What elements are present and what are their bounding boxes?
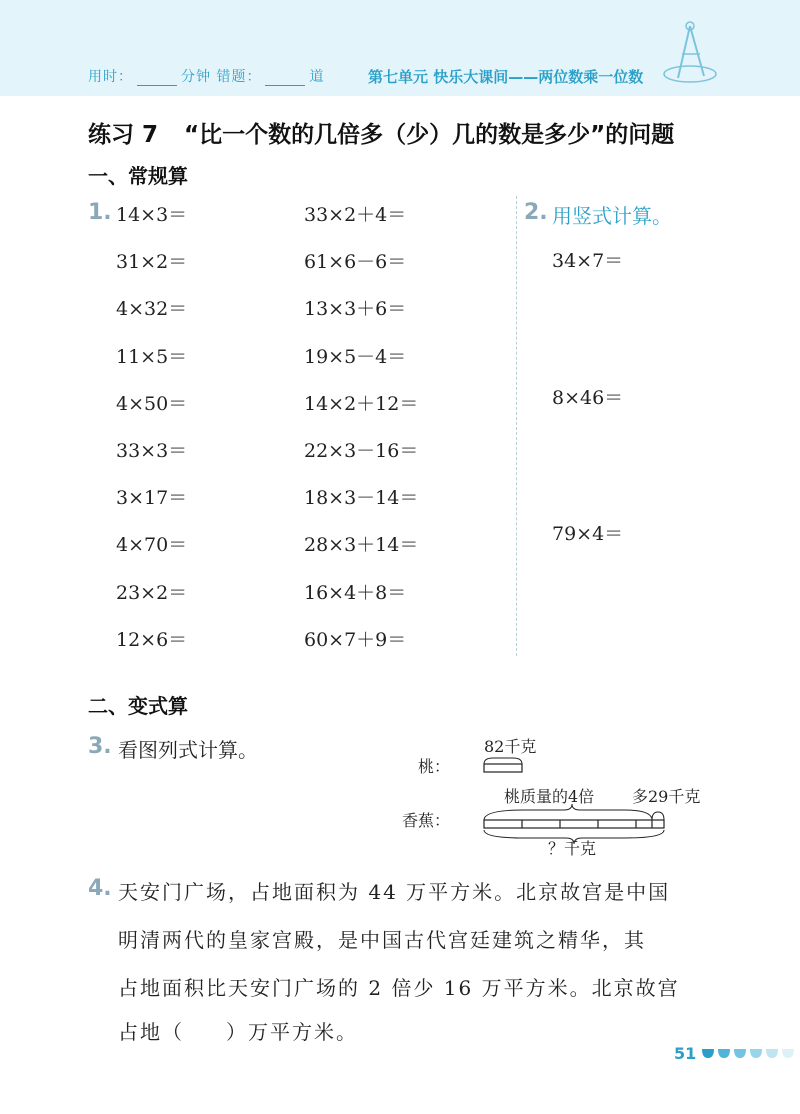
q1-expression: 14×3＝ — [116, 204, 188, 226]
q1-expression: 3×17＝ — [116, 487, 188, 510]
section-heading-1: 一、常规算 — [88, 164, 188, 188]
question-3-number: 3. — [88, 734, 112, 759]
question-value: ？千克 — [548, 839, 597, 858]
q1-expression: 4×32＝ — [116, 298, 188, 321]
question-2-label: 用竖式计算。 — [552, 204, 672, 228]
extra-brace — [652, 812, 664, 820]
vertical-calc-item: 8×46＝ — [552, 387, 624, 409]
section-heading-2: 二、变式算 — [88, 694, 188, 718]
answer-suffix: ）万平方米。 — [226, 1020, 358, 1044]
peach-label: 桃： — [418, 757, 451, 776]
q1-expression: 61×6－6＝ — [304, 251, 407, 274]
question-4-number: 4. — [88, 876, 112, 901]
question-unit: 道 — [309, 69, 325, 85]
vertical-calc-item: 79×4＝ — [552, 523, 624, 545]
time-error-record — [88, 66, 324, 86]
q1-expression: 4×50＝ — [116, 392, 188, 415]
page-title — [88, 116, 674, 149]
unit-title: 第七单元 快乐大课间——两位数乘一位数 — [368, 68, 644, 86]
q1-expression: 16×4＋8＝ — [304, 581, 407, 604]
q1-expression: 14×2＋12＝ — [304, 392, 419, 415]
q1-expression: 33×2＋4＝ — [304, 204, 407, 226]
question-4-last-line — [118, 1016, 358, 1045]
question-2-number: 2. — [524, 200, 548, 225]
page-number: 51 — [674, 1044, 697, 1063]
question-4-line: 占地面积比天安门广场的 2 倍少 16 万平方米。北京故宫 — [118, 976, 680, 1000]
q1-expression: 31×2＝ — [116, 251, 188, 274]
time-blank[interactable] — [137, 71, 177, 86]
q1-expression: 22×3－16＝ — [304, 440, 419, 462]
multiple-text: 桃质量的4倍 — [504, 787, 595, 806]
question-3-label: 看图列式计算。 — [118, 738, 258, 762]
multiple-brace — [484, 804, 652, 820]
q1-expression: 60×7＋9＝ — [304, 628, 407, 651]
q1-expression: 13×3＋6＝ — [304, 298, 407, 321]
answer-prefix: 占地（ — [118, 1020, 184, 1044]
q1-expression: 23×2＝ — [116, 581, 188, 604]
compass-icon — [660, 20, 720, 90]
q1-expression: 11×5＝ — [116, 345, 188, 368]
exercise-number: 练习 7 — [88, 122, 159, 148]
banana-segment — [484, 820, 664, 828]
time-label: 用时： — [88, 69, 133, 85]
minute-label: 分钟 — [181, 69, 211, 85]
error-label: 错题： — [216, 69, 262, 85]
vertical-calc-item: 34×7＝ — [552, 250, 624, 272]
question-1-number: 1. — [88, 200, 112, 225]
q1-expression: 33×3＝ — [116, 440, 188, 462]
q1-expression: 4×70＝ — [116, 534, 188, 557]
line-segment-diagram — [400, 730, 720, 860]
question-4-line: 天安门广场，占地面积为 44 万平方米。北京故宫是中国 — [118, 880, 671, 904]
peach-segment — [484, 764, 522, 772]
extra-text: 多29千克 — [632, 787, 701, 806]
banana-label: 香蕉： — [402, 811, 451, 830]
error-blank[interactable] — [265, 71, 305, 86]
exercise-title: “比一个数的几倍多（少）几的数是多少”的问题 — [184, 122, 675, 148]
q1-expression: 19×5－4＝ — [304, 345, 407, 368]
page-decoration-dots — [700, 1046, 796, 1060]
peach-brace — [484, 758, 522, 764]
question-4-line: 明清两代的皇家宫殿，是中国古代宫廷建筑之精华，其 — [118, 928, 646, 952]
peach-value-label: 82千克 — [484, 737, 537, 756]
q1-expression: 28×3＋14＝ — [304, 534, 419, 557]
q1-expression: 12×6＝ — [116, 628, 188, 651]
q1-expression: 18×3－14＝ — [304, 487, 419, 510]
column-divider — [516, 196, 517, 656]
